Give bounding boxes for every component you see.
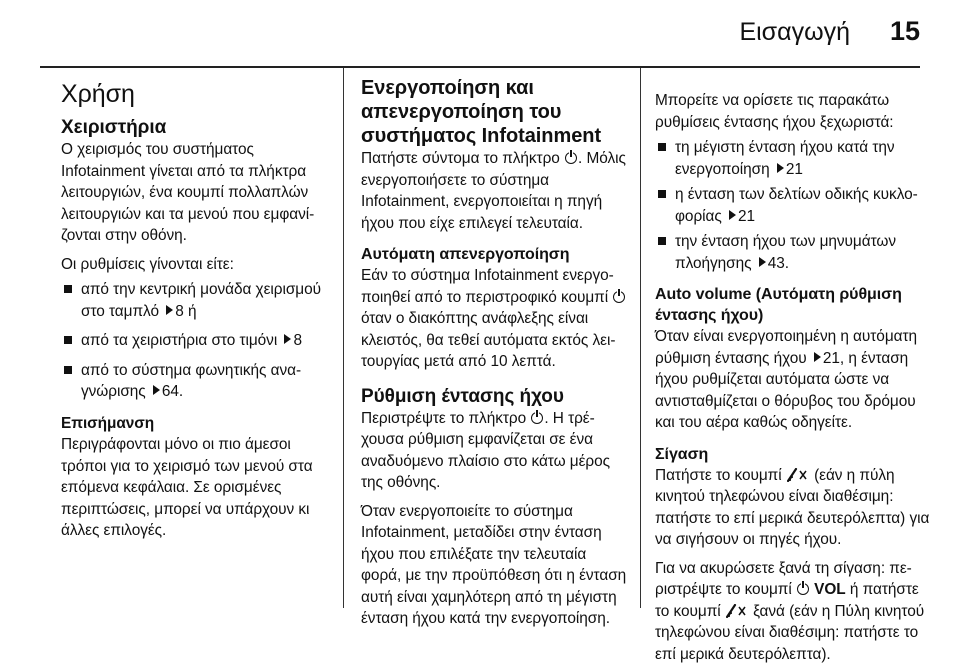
text-fragment: . Μόλις ενεργοποιήσετε το σύστημα Infotainment, ενεργοποιείται η πηγή ήχου που είχε επιλεγεί τελευταία.	[361, 150, 626, 232]
phone-mute-icon	[726, 604, 748, 618]
paragraph-power	[361, 148, 629, 234]
list-item	[655, 184, 930, 227]
text-fragment: ξανά (εάν η Πύλη κινητού τηλεφώνου είναι διαθέσιμη: πατήστε το επί μερικά δευτερόλεπτα).	[655, 603, 924, 663]
list-item	[61, 330, 331, 352]
text-fragment: Πατήστε το κουμπί	[655, 467, 782, 484]
text-fragment: όταν ο διακόπτης ανάφλεξης είναι κλειστός, θα τεθεί αυτόματα εκτός λειτουργίας μετά από 10 λεπτά.	[361, 310, 615, 370]
page-ref-arrow-icon	[166, 305, 173, 315]
text-fragment: Εάν το σύστημα Infotainment ενεργοποιηθεί από το περιστροφικό κουμπί	[361, 267, 614, 306]
page-number: 15	[870, 15, 920, 47]
paragraph-auto-off	[361, 265, 629, 373]
list-item	[61, 360, 331, 403]
note-text: Περιγράφονται μόνο οι πιο άμεσοι τρόποι για το χειρισμό των μενού στα επόμενα κεφάλαια. Σε ορισμένες περιπτώσεις, μπορεί να υπάρχουν κι άλλες επιλογές.	[61, 434, 331, 542]
page-ref: 64.	[162, 383, 183, 400]
list-item	[655, 137, 930, 180]
power-button-icon	[613, 291, 625, 303]
subheading-controls: Χειριστήρια	[61, 116, 331, 139]
page-ref: 21	[786, 161, 803, 178]
subheading-mute: Σίγαση	[655, 444, 930, 465]
column-3	[655, 70, 930, 665]
subheading-volume: Ρύθμιση έντασης ήχου	[361, 385, 629, 408]
list-item-text: τη μέγιστη ένταση ήχου κατά την ενεργοποίηση	[675, 139, 895, 178]
paragraph-volume-on: Όταν ενεργοποιείτε το σύστημα Infotainment, μεταδίδει στην ένταση ήχου που επιλέξατε την τελευταία φορά, με την προϋπόθεση ότι η ένταση αυτή είναι χαμηλότερη από τη μέγιστη ένταση ήχου κατά την ενεργοποίηση.	[361, 501, 629, 630]
list-item-text: η ένταση των δελτίων οδικής κυκλοφορίας	[675, 186, 918, 225]
paragraph-controls-intro: Ο χειρισμός του συστήματος Infotainment γίνεται από τα πλήκτρα λειτουργιών, ένα κουμπί πολλαπλών λειτουργιών και τα μενού που εμφανίζονται στην οθόνη.	[61, 139, 331, 247]
page-ref-arrow-icon	[729, 210, 736, 220]
column-divider-1	[343, 68, 344, 608]
list-item	[61, 279, 331, 322]
chapter-title: Εισαγωγή	[620, 17, 850, 47]
page-ref-arrow-icon	[759, 257, 766, 267]
page-ref-arrow-icon	[284, 334, 291, 344]
note-title: Επισήμανση	[61, 413, 331, 435]
paragraph-volume	[361, 408, 629, 494]
paragraph-settings: Οι ρυθμίσεις γίνονται είτε:	[61, 254, 331, 276]
paragraph-mute	[655, 465, 930, 551]
page-ref: 21, η	[823, 350, 857, 367]
page-ref: 43.	[768, 255, 789, 272]
paragraph-auto-volume	[655, 326, 930, 434]
list-item	[655, 231, 930, 274]
list-item-text: από την κεντρική μονάδα χειρισμού στο ταμπλό	[81, 281, 321, 320]
text-fragment: Όταν είναι ενεργοποιημένη η αυτόματη ρύθμιση έντασης ήχου	[655, 328, 917, 367]
page-ref-arrow-icon	[777, 163, 784, 173]
paragraph-unmute	[655, 558, 930, 665]
list-item-text: από τα χειριστήρια στο τιμόνι	[81, 332, 277, 349]
text-fragment: Για να ακυρώσετε ξανά τη σίγαση: περιστρέψτε το κουμπί	[655, 560, 912, 599]
page-ref-arrow-icon	[814, 352, 821, 362]
column-1	[61, 70, 331, 542]
text-fragment: . Η τρέχουσα ρύθμιση εμφανίζεται σε ένα αναδυόμενο πλαίσιο στο κάτω μέρος της οθόνης.	[361, 410, 610, 492]
page-ref: 8 ή	[175, 303, 196, 320]
text-fragment: ένταση ήχου ρυθμίζεται αυτόματα ώστε να αντισταθμίζεται ο θόρυβος του δρόμου και του αέρα καθώς οδηγείτε.	[655, 350, 916, 432]
text-fragment: Πατήστε σύντομα το πλήκτρο	[361, 150, 560, 167]
text-fragment: (εάν η πύλη κινητού τηλεφώνου είναι διαθέσιμη: πατήστε το επί μερικά δευτερόλεπτα) για να σιγήσουν οι πηγές ήχου.	[655, 467, 929, 549]
list-item-text: από το σύστημα φωνητικής αναγνώρισης	[81, 362, 301, 401]
phone-mute-icon	[787, 468, 809, 482]
column-divider-2	[640, 68, 641, 608]
page-ref: 21	[738, 208, 755, 225]
page-ref-arrow-icon	[153, 385, 160, 395]
subheading-auto-volume: Auto volume (Αυτόματη ρύθμιση έντασης ήχου)	[655, 284, 930, 326]
heading-power-on-off: Ενεργοποίηση και απενεργοποίηση του συστήματος Infotainment	[361, 76, 629, 148]
power-button-icon	[797, 583, 809, 595]
text-fragment: Περιστρέψτε το πλήκτρο	[361, 410, 526, 427]
column-2	[361, 70, 629, 630]
page-ref: 8	[293, 332, 302, 349]
header-divider	[40, 66, 920, 68]
list-item-text: την ένταση ήχου των μηνυμάτων πλοήγησης	[675, 233, 896, 272]
section-heading-usage: Χρήση	[61, 78, 331, 110]
paragraph-volume-settings: Μπορείτε να ορίσετε τις παρακάτω ρυθμίσεις έντασης ήχου ξεχωριστά:	[655, 90, 930, 133]
vol-label: VOL	[814, 581, 846, 598]
power-button-icon	[565, 152, 577, 164]
power-button-icon	[531, 412, 543, 424]
text-fragment: ή πατήστε το κουμπί	[655, 581, 919, 620]
subheading-auto-off: Αυτόματη απενεργοποίηση	[361, 244, 629, 265]
